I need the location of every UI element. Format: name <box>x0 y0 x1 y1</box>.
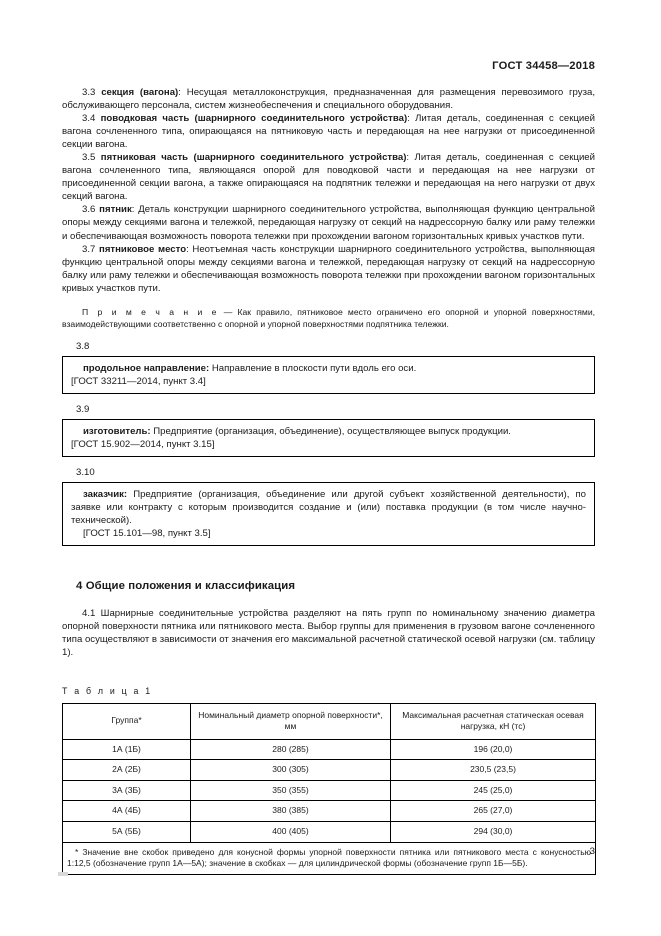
term-definition: Деталь конструкции шарнирного соединительного устройства, выполняющая функцию центральной опоры между секциями вагона и тележкой, передающая нагрузку от секций на надрессорную балку или раму тележки и обеспечивающая возможность поворота тележки при прохождении вагоном горизонтальных кривых участков пути. <box>62 204 595 242</box>
definition-body: Предприятие (организация, объединение или другой субъект хозяйственной деятельности), по заявке или контракту с которым производится создание и (или) поставка продукции (в том числе научно-технической). <box>71 488 586 527</box>
definition-text <box>71 362 586 375</box>
cell-diameter: 300 (305) <box>191 760 391 781</box>
definition-body: Направление в плоскости пути вдоль его оси. <box>211 362 417 374</box>
term-entry-3-7: 3.7 пятниковое место: Неотъемная часть конструкции шарнирного соединительного устройства, выполняющая функцию центральной опоры между секциями вагона и тележкой, передающая нагрузку от секций на надрессорную балку или раму тележки и обеспечивающая возможность поворота тележки при прохождении вагоном горизонтальных кривых участков пути. <box>62 243 595 294</box>
definition-text <box>71 425 586 438</box>
cell-axle-load: 294 (30,0) <box>391 822 596 843</box>
table-header-row <box>63 703 596 739</box>
term-name: пятниковая часть (шарнирного соединительного устройства) <box>100 152 407 164</box>
definition-number-3-10: 3.10 <box>76 466 95 478</box>
section-heading-4: 4 Общие положения и классификация <box>76 580 296 593</box>
cell-group: 4А (4Б) <box>63 801 191 822</box>
definition-source: [ГОСТ 15.101—98, пункт 3.5] <box>83 528 211 540</box>
paragraph-number: 4.1 <box>82 608 96 620</box>
definition-box-3-10 <box>62 482 595 546</box>
table-footnote-text: * Значение вне скобок приведено для конусной формы упорной поверхности пятника или пятникового места с конусностью 1:12,5 (обозначение групп 1А—5А); значение в скобках — для цилиндрической формы (обозначение групп 1Б—5Б). <box>67 846 591 869</box>
term-entry-3-5: 3.5 пятниковая часть (шарнирного соединительного устройства): Литая деталь, соединенная с секцией вагона сочлененного типа, являющаяся опорой для поводковой части и передающая на нее нагрузки от присоединенной секции вагона, а также опирающаяся на подпятник тележки и передающая на него нагрузки от двух секций вагона. <box>62 152 595 203</box>
table-row <box>63 780 596 801</box>
term-entry-3-3: 3.3 секция (вагона): Несущая металлоконструкция, предназначенная для размещения перевозимого груза, обслуживающего персонала, систем жизнеобеспечения и специального оборудования. <box>62 87 595 112</box>
term-number: 3.4 <box>82 113 96 125</box>
cell-diameter: 380 (385) <box>191 801 391 822</box>
cell-diameter: 350 (355) <box>191 780 391 801</box>
term-entry-3-6: 3.6 пятник: Деталь конструкции шарнирного соединительного устройства, выполняющая функцию центральной опоры между секциями вагона и тележкой, передающая нагрузку от секций на надрессорную балку или раму тележки и обеспечивающая возможность поворота тележки при прохождении вагоном горизонтальных кривых участков пути. <box>62 204 595 242</box>
cell-group: 1А (1Б) <box>63 739 191 760</box>
table-row <box>63 822 596 843</box>
table-row <box>63 760 596 781</box>
definition-source: [ГОСТ 15.902—2014, пункт 3.15] <box>71 438 215 450</box>
note-text: Как правило, пятниковое место ограничено его опорной и упорной поверхностями, взаимодействующими соответственно с опорной и упорной поверхностями подпятника тележки. <box>62 306 596 330</box>
definition-body: Предприятие (организация, объединение), осуществляющее выпуск продукции. <box>153 425 511 437</box>
term-definition: Несущая металлоконструкция, предназначенная для размещения перевозимого груза, обслуживающего персонала, систем жизнеобеспечения и специального оборудования. <box>62 87 595 112</box>
term-name: пятник <box>99 204 132 216</box>
page-number: 3 <box>589 846 595 857</box>
term-entry-3-4: 3.4 поводковая часть (шарнирного соединительного устройства): Литая деталь, соединенная с секцией вагона сочлененного типа, опирающаяся на пятниковую часть и передающая на нее нагрузки от присоединенной секции вагона. <box>62 113 595 151</box>
term-number: 3.6 <box>82 204 96 216</box>
column-header-diameter: Номинальный диаметр опорной поверхности*, мм <box>191 703 391 739</box>
table-row <box>63 801 596 822</box>
column-header-group: Группа* <box>63 703 191 739</box>
cell-group: 3А (3Б) <box>63 780 191 801</box>
note-paragraph <box>62 295 595 331</box>
table-row <box>63 739 596 760</box>
cell-diameter: 400 (405) <box>191 822 391 843</box>
document-body <box>62 86 595 875</box>
term-name: секция (вагона) <box>101 87 179 98</box>
definition-term: изготовитель: <box>83 425 151 437</box>
page-title: ГОСТ 34458—2018 <box>492 60 595 72</box>
cell-group: 2А (2Б) <box>63 760 191 781</box>
term-number: 3.7 <box>82 243 96 255</box>
term-name: пятниковое место <box>99 243 187 255</box>
definition-number-3-8: 3.8 <box>76 340 90 352</box>
definition-box-3-8 <box>62 356 595 394</box>
note-dash: — <box>223 306 233 317</box>
definition-term: продольное направление: <box>83 362 210 374</box>
paragraph-text: Шарнирные соединительные устройства разделяют на пять групп по номинальному значению диаметра опорной поверхности пятника или пятникового места. Выбор группы для применения в грузовом вагоне сочлененного типа осуществляют в зависимости от значения его максимальной расчетной статической осевой нагрузки (см. таблицу 1). <box>62 608 595 659</box>
table-footnote-row <box>63 842 596 874</box>
term-number: 3.5 <box>82 152 96 164</box>
term-definition: Литая деталь, соединенная с секцией вагона сочлененного типа, опирающаяся на пятниковую часть и передающая на нее нагрузки от присоединенной секции вагона. <box>62 113 595 151</box>
definition-text <box>71 488 586 527</box>
term-definition: Литая деталь, соединенная с секцией вагона сочлененного типа, являющаяся опорой для поводковой части и передающая на нее нагрузки от присоединенной секции вагона, а также опирающаяся на подпятник тележки и передающая на него нагрузки от двух секций вагона. <box>62 152 595 203</box>
term-name: поводковая часть (шарнирного соединительного устройства) <box>100 113 408 125</box>
cell-axle-load: 196 (20,0) <box>391 739 596 760</box>
cell-diameter: 280 (285) <box>191 739 391 760</box>
term-definition: Неотъемная часть конструкции шарнирного соединительного устройства, выполняющая функцию центральной опоры между секциями вагона и тележкой, передающая нагрузку от секций на надрессорную балку или раму тележки и обеспечивающая возможность поворота тележки при прохождении вагоном горизонтальных кривых участков пути. <box>62 243 595 294</box>
table-footnote <box>63 842 596 874</box>
scan-edge-mark <box>58 872 68 876</box>
definition-number-3-9: 3.9 <box>76 403 90 415</box>
column-header-axle-load: Максимальная расчетная статическая осевая нагрузка, кН (тс) <box>391 703 596 739</box>
definition-term: заказчик: <box>83 488 128 500</box>
classification-table <box>62 703 596 875</box>
cell-axle-load: 245 (25,0) <box>391 780 596 801</box>
note-label: П р и м е ч а н и е <box>82 306 219 317</box>
section-paragraph-4-1 <box>62 592 595 659</box>
definition-source: [ГОСТ 33211—2014, пункт 3.4] <box>71 375 206 387</box>
definition-box-3-9 <box>62 419 595 457</box>
term-number: 3.3 <box>82 87 96 98</box>
cell-axle-load: 265 (27,0) <box>391 801 596 822</box>
table-caption: Т а б л и ц а 1 <box>62 685 153 696</box>
cell-group: 5А (5Б) <box>63 822 191 843</box>
cell-axle-load: 230,5 (23,5) <box>391 760 596 781</box>
